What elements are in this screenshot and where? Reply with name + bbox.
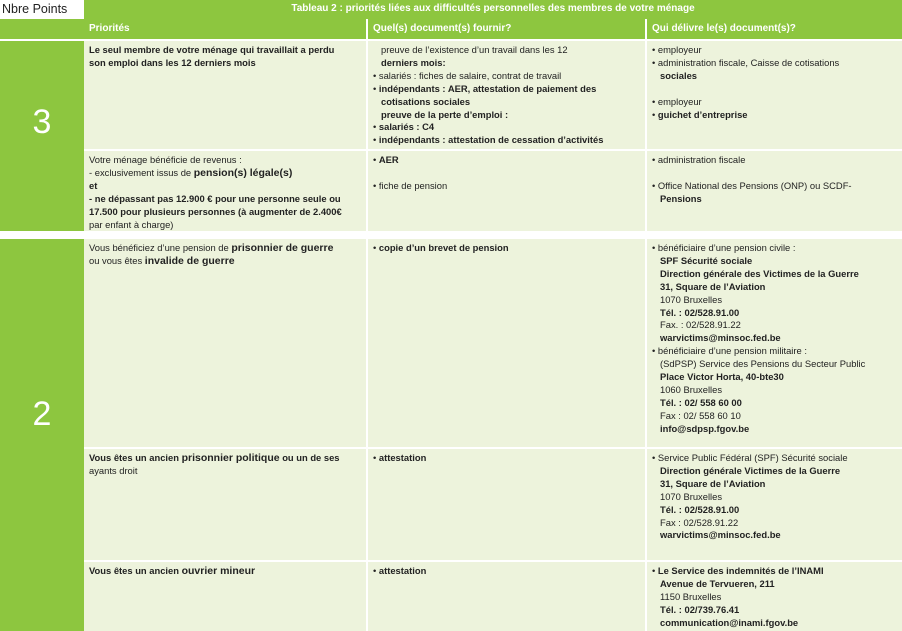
row3-delivre: • bénéficiaire d’une pension civile : SPF Sécurité sociale Direction générale des Victimes de la Guerre 31, Square de l’Aviation 1070 Bruxelles Tél. : 02/528.91.00 Fax. : 02/528.91.22 warvictims@minsoc.fed.be • bénéficiaire d’une pension militaire : (SdPSP) Service des Pensions du Secteur Public Place Victor Horta, 40-bte30 1060 Bruxelles Tél. : 02/ 558 60 00 Fax : 02/ 558 60 10 info@sdpsp.fgov.be — [647, 239, 902, 447]
row2-documents: • AER • fiche de pension — [368, 151, 645, 231]
row5-documents: • attestation — [368, 562, 645, 631]
row1-delivre: • employeur • administration fiscale, Caisse de cotisations sociales • employeur • guichet d’entreprise — [647, 41, 902, 149]
row1-documents: preuve de l’existence d’un travail dans les 12 derniers mois: • salariés : fiches de salaire, contrat de travail • indépendants : AER, attestation de paiement des cotisations sociales preuve de la perte d’emploi : • salariés : C4 • indépendants : attestation de cessation d’activités — [368, 41, 645, 149]
points-band-2 — [0, 239, 84, 631]
row3-documents: • copie d’un brevet de pension — [368, 239, 645, 447]
points-value-2: 2 — [32, 395, 52, 433]
points-value-3: 3 — [32, 103, 52, 141]
row3-priority: Vous bénéficiez d’une pension de prisonnier de guerre ou vous êtes invalide de guerre — [84, 239, 366, 447]
row5-priority: Vous êtes un ancien ouvrier mineur — [84, 562, 366, 631]
row4-delivre: • Service Public Fédéral (SPF) Sécurité sociale Direction générale Victimes de la Guerre 31, Square de l’Aviation 1070 Bruxelles Tél. : 02/528.91.00 Fax : 02/528.91.22 warvictims@minsoc.fed.be — [647, 449, 902, 560]
row2-priority: Votre ménage bénéficie de revenus : - exclusivement issus de pension(s) légale(s) et - ne dépassant pas 12.900 € pour une personne seule ou 17.500 pour plusieurs personnes (à augmenter de 2.400€ par enfant à charge) — [84, 151, 366, 231]
col-header-documents: Quel(s) document(s) fournir? — [368, 19, 645, 39]
row5-delivre: • Le Service des indemnités de l’INAMI Avenue de Tervueren, 211 1150 Bruxelles Tél. : 02/739.76.41 communication@inami.fgov.be — [647, 562, 902, 631]
row4-priority: Vous êtes un ancien prisonnier politique ou un de ses ayants droit — [84, 449, 366, 560]
row4-documents: • attestation — [368, 449, 645, 560]
col-header-delivre: Qui délivre le(s) document(s)? — [647, 19, 902, 39]
nbre-points-header: Nbre Points — [2, 2, 68, 16]
row2-delivre: • administration fiscale • Office National des Pensions (ONP) ou SCDF- Pensions — [647, 151, 902, 231]
row1-priority: Le seul membre de votre ménage qui travaillait a perdu son emploi dans les 12 derniers mois — [84, 41, 366, 149]
corner-cell — [0, 19, 84, 39]
table-title: Tableau 2 : priorités liées aux difficultés personnelles des membres de votre ménage — [84, 0, 902, 19]
col-header-priorites: Priorités — [84, 19, 366, 39]
group-separator — [0, 231, 902, 239]
